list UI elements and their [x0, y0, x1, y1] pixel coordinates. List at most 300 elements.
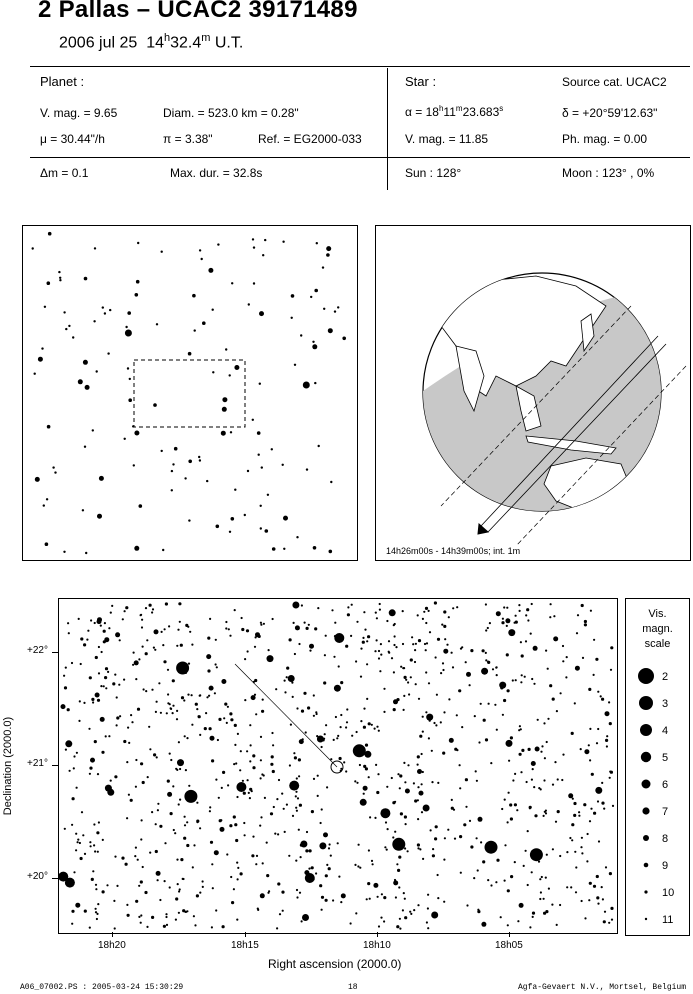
star — [347, 606, 349, 608]
star — [531, 603, 533, 605]
star — [507, 889, 510, 892]
star — [300, 856, 302, 858]
star — [444, 837, 446, 839]
star — [79, 842, 81, 844]
star — [324, 733, 326, 735]
star — [500, 916, 502, 918]
star — [96, 913, 98, 915]
star — [124, 438, 126, 440]
star — [417, 818, 419, 820]
star — [161, 251, 163, 253]
star — [383, 688, 385, 690]
scale-title-line-2: magn. — [642, 623, 673, 635]
ra-tickmark-1815 — [245, 932, 246, 937]
star — [97, 699, 100, 702]
star — [261, 466, 263, 468]
star — [225, 621, 227, 623]
star — [222, 407, 227, 412]
star — [346, 721, 348, 723]
star — [71, 923, 73, 925]
star — [306, 468, 308, 470]
hours-unit: h — [163, 32, 171, 44]
star — [545, 910, 548, 913]
star — [584, 749, 589, 754]
star — [72, 797, 75, 800]
star — [317, 775, 319, 777]
star — [363, 793, 365, 795]
star — [308, 624, 310, 626]
star — [296, 810, 298, 812]
star — [338, 876, 340, 878]
star — [196, 802, 198, 804]
star — [403, 892, 405, 894]
star — [496, 859, 499, 862]
star — [260, 736, 262, 738]
star — [571, 732, 574, 735]
star — [423, 805, 430, 812]
star — [65, 328, 67, 330]
star — [402, 643, 404, 645]
star — [127, 367, 129, 369]
star — [350, 635, 352, 637]
star — [485, 629, 487, 631]
star — [227, 706, 229, 708]
star — [260, 624, 262, 626]
star — [137, 708, 140, 711]
star — [172, 785, 174, 787]
star — [124, 610, 126, 612]
star — [504, 799, 506, 801]
star — [105, 785, 112, 792]
star — [531, 779, 533, 781]
star — [531, 678, 533, 680]
star — [444, 638, 446, 640]
star — [356, 621, 358, 623]
star — [224, 703, 227, 706]
star — [209, 810, 211, 812]
magnitude-scale — [625, 598, 690, 936]
star — [151, 916, 154, 919]
star — [353, 744, 366, 757]
star — [218, 718, 221, 721]
star — [366, 898, 368, 900]
star — [210, 841, 213, 844]
star — [366, 663, 368, 665]
star — [374, 817, 376, 819]
star — [553, 615, 555, 617]
star — [278, 779, 280, 781]
star — [376, 639, 378, 641]
star — [122, 618, 124, 620]
star — [129, 378, 131, 380]
star — [263, 774, 265, 776]
star — [425, 649, 427, 651]
star — [582, 657, 584, 659]
ra-tickmark-1805 — [509, 932, 510, 937]
star — [345, 726, 347, 728]
star — [431, 781, 433, 783]
star — [496, 674, 498, 676]
star — [54, 471, 56, 473]
moon-info: Moon : 123° , 0% — [562, 166, 655, 180]
star — [133, 464, 135, 466]
star — [442, 752, 445, 755]
star — [539, 878, 541, 880]
scale-label-mag-9: 9 — [662, 860, 669, 872]
star — [487, 879, 489, 881]
star — [539, 898, 541, 900]
star — [286, 676, 288, 678]
star — [162, 644, 164, 646]
star — [96, 370, 98, 372]
star — [286, 667, 289, 670]
star — [84, 277, 88, 281]
star — [506, 607, 508, 609]
star — [302, 914, 309, 921]
star — [519, 753, 522, 756]
star — [422, 731, 424, 733]
star — [296, 777, 298, 779]
star — [394, 879, 396, 881]
star — [138, 916, 140, 918]
star — [371, 860, 373, 862]
star — [480, 703, 482, 705]
star — [373, 883, 378, 888]
star — [363, 726, 366, 729]
star — [97, 851, 99, 853]
star — [330, 855, 332, 857]
star — [71, 824, 73, 826]
star — [485, 652, 487, 654]
star — [449, 738, 454, 743]
star — [605, 711, 610, 716]
star — [79, 700, 81, 702]
star — [140, 614, 142, 616]
star — [590, 610, 592, 612]
star — [290, 724, 292, 726]
star — [332, 899, 334, 901]
star — [249, 797, 251, 799]
star — [393, 644, 395, 646]
star — [314, 627, 317, 630]
star — [538, 787, 540, 789]
star — [109, 309, 111, 311]
star — [67, 622, 69, 624]
star — [362, 637, 364, 639]
star — [540, 891, 542, 893]
scale-dot-mag-11 — [645, 918, 647, 920]
star — [333, 656, 335, 658]
star — [179, 888, 181, 890]
star — [97, 773, 99, 775]
star — [609, 777, 611, 779]
star — [402, 610, 404, 612]
star — [272, 547, 276, 551]
star — [610, 907, 613, 910]
star — [142, 646, 144, 648]
star — [183, 837, 186, 840]
star — [247, 470, 249, 472]
star — [253, 246, 255, 248]
star — [557, 778, 559, 780]
star — [234, 744, 236, 746]
star — [192, 294, 196, 298]
star — [367, 635, 370, 638]
star — [284, 691, 286, 693]
star — [295, 795, 297, 797]
star — [132, 425, 134, 427]
star — [263, 623, 265, 625]
star — [241, 628, 244, 631]
star — [95, 911, 97, 913]
star — [426, 921, 428, 923]
star — [135, 847, 137, 849]
star — [95, 656, 98, 659]
star — [308, 868, 310, 870]
star — [477, 910, 480, 913]
star — [396, 863, 398, 865]
star — [393, 880, 398, 885]
star — [275, 688, 277, 690]
star — [174, 447, 178, 451]
star — [557, 810, 560, 813]
star — [548, 888, 550, 890]
star — [319, 884, 322, 887]
star — [521, 749, 524, 752]
header-divider — [387, 68, 388, 190]
star — [400, 812, 403, 815]
star — [244, 699, 246, 701]
star — [506, 625, 508, 627]
star — [604, 911, 606, 913]
star — [304, 622, 306, 624]
star — [435, 656, 437, 658]
star — [67, 708, 70, 711]
star — [325, 635, 327, 637]
star — [48, 232, 52, 236]
star — [296, 896, 298, 898]
star — [142, 781, 145, 784]
star — [184, 824, 186, 826]
star — [141, 626, 143, 628]
header-rule-mid — [30, 157, 690, 158]
star — [188, 785, 190, 787]
star — [187, 694, 189, 696]
star — [597, 800, 599, 802]
star — [297, 797, 299, 799]
star — [362, 641, 365, 644]
star — [159, 899, 161, 901]
star — [585, 624, 587, 626]
star — [408, 693, 410, 695]
star — [301, 604, 303, 606]
star — [220, 827, 225, 832]
star — [417, 904, 419, 906]
star — [84, 910, 87, 913]
star — [310, 296, 312, 298]
star — [379, 609, 381, 611]
star — [136, 280, 140, 284]
star — [289, 638, 292, 641]
star — [220, 819, 222, 821]
star — [568, 793, 573, 798]
star — [526, 608, 529, 611]
star — [363, 765, 366, 768]
star — [191, 724, 193, 726]
star — [421, 783, 423, 785]
star — [524, 676, 526, 678]
star — [212, 887, 214, 889]
star — [95, 884, 97, 886]
star — [376, 791, 379, 794]
star — [63, 311, 65, 313]
star — [65, 740, 72, 747]
star — [543, 898, 545, 900]
star — [236, 782, 246, 792]
star — [489, 622, 491, 624]
star — [611, 919, 613, 921]
star — [175, 768, 177, 770]
star — [574, 851, 576, 853]
star — [195, 703, 198, 706]
star — [407, 850, 409, 852]
star — [388, 640, 390, 642]
star — [459, 787, 461, 789]
star — [96, 918, 98, 920]
star — [212, 309, 214, 311]
star — [132, 664, 134, 666]
star — [414, 661, 416, 663]
star — [111, 605, 113, 607]
star — [530, 633, 532, 635]
star — [329, 550, 333, 554]
star — [271, 755, 274, 758]
star — [417, 614, 419, 616]
star — [366, 640, 368, 642]
star — [86, 639, 88, 641]
star — [417, 755, 420, 758]
star — [347, 613, 350, 616]
star — [417, 843, 420, 846]
star — [589, 882, 592, 885]
star — [35, 477, 40, 482]
star — [381, 893, 383, 895]
star — [519, 725, 521, 727]
star — [345, 645, 348, 648]
star — [597, 903, 599, 905]
star — [113, 900, 115, 902]
star — [541, 745, 543, 747]
star — [478, 817, 483, 822]
star — [176, 718, 178, 720]
star — [118, 684, 120, 686]
star — [142, 866, 144, 868]
star — [107, 671, 109, 673]
star — [175, 897, 178, 900]
star — [161, 631, 163, 633]
star — [91, 878, 94, 881]
star — [92, 429, 94, 431]
star — [410, 658, 413, 661]
star — [606, 745, 608, 747]
star — [316, 735, 318, 737]
star — [73, 755, 75, 757]
star — [252, 836, 254, 838]
star — [328, 328, 333, 333]
star — [602, 898, 604, 900]
star — [298, 758, 301, 761]
star — [403, 762, 405, 764]
star — [237, 878, 239, 880]
star — [309, 644, 314, 649]
star — [196, 820, 199, 823]
star-photographic-mag: Ph. mag. = 0.00 — [562, 132, 648, 146]
star — [144, 891, 147, 894]
star — [102, 839, 104, 841]
star — [92, 870, 94, 872]
ra-tickmark-1810 — [377, 932, 378, 937]
star — [246, 750, 248, 752]
star — [386, 786, 388, 788]
star — [443, 901, 445, 903]
star — [512, 779, 514, 781]
star — [494, 704, 496, 706]
star — [177, 883, 179, 885]
planet-vmag: V. mag. = 9.65 — [40, 106, 118, 120]
star — [295, 807, 297, 809]
star — [580, 846, 582, 848]
star — [481, 922, 486, 927]
star — [452, 607, 454, 609]
star — [98, 672, 100, 674]
star — [208, 268, 213, 273]
star — [161, 450, 163, 452]
star — [73, 871, 75, 873]
star — [266, 874, 269, 877]
star — [273, 806, 275, 808]
star — [531, 853, 533, 855]
detail-chart — [58, 598, 618, 934]
star — [334, 622, 336, 624]
star — [454, 838, 456, 840]
star — [298, 643, 300, 645]
star — [171, 470, 173, 472]
star — [137, 242, 139, 244]
star — [393, 671, 395, 673]
star — [454, 748, 457, 751]
star — [456, 606, 458, 608]
star — [334, 633, 344, 643]
star — [215, 639, 217, 641]
star — [194, 924, 196, 926]
star — [325, 899, 328, 902]
star — [80, 637, 83, 640]
star — [516, 809, 518, 811]
scale-dot-mag-3 — [639, 696, 653, 710]
star — [249, 760, 251, 762]
star — [133, 652, 135, 654]
dec-tickmark-22 — [52, 652, 58, 653]
star — [75, 849, 77, 851]
star — [179, 768, 181, 770]
star — [167, 669, 169, 671]
star — [80, 857, 83, 860]
star — [281, 891, 284, 894]
star — [316, 242, 318, 244]
star — [230, 876, 232, 878]
star — [128, 742, 130, 744]
star — [178, 741, 180, 743]
